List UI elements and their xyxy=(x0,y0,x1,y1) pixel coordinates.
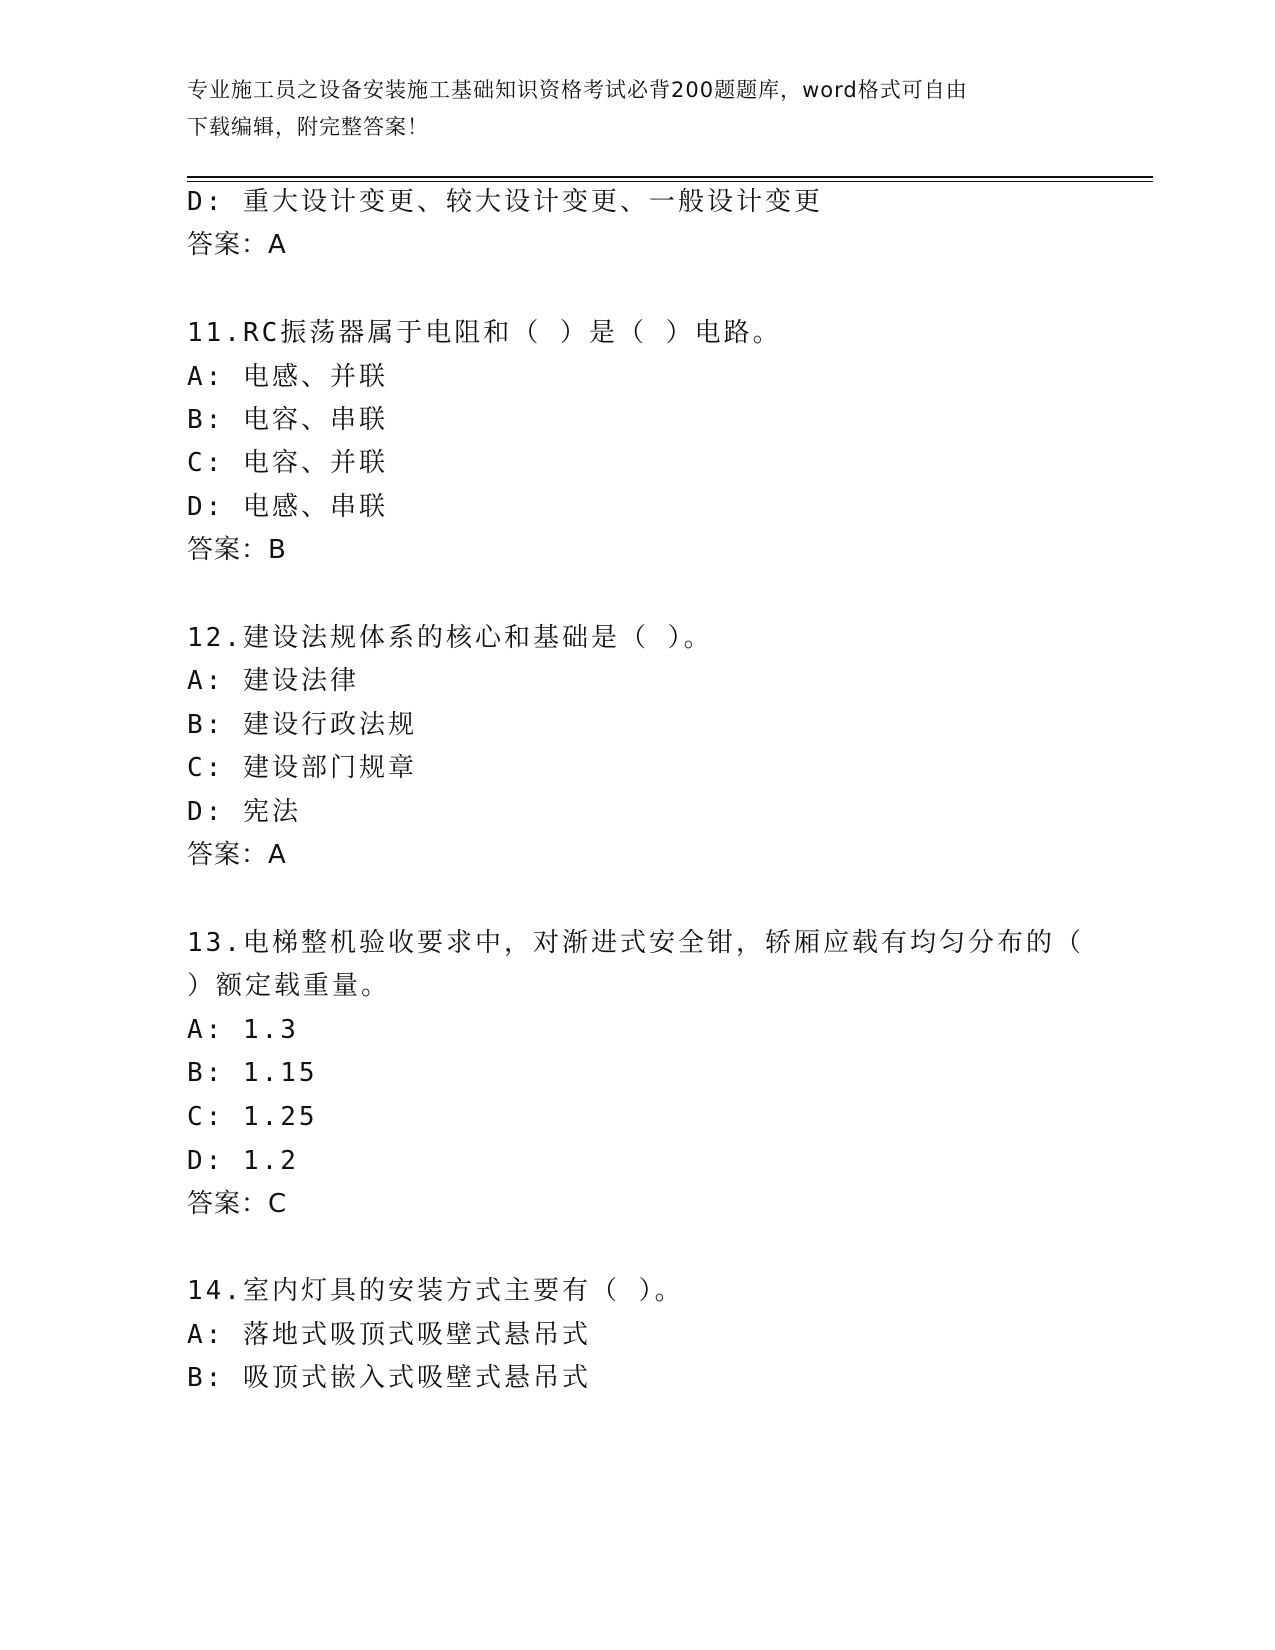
q14-option-b: B: 吸顶式嵌入式吸壁式悬吊式 xyxy=(187,1363,591,1393)
prev-answer: 答案：A xyxy=(187,230,287,260)
q13-stem-line-1: 13.电梯整机验收要求中，对渐进式安全钳，轿厢应载有均匀分布的（ xyxy=(187,928,1084,958)
q14-option-a: A: 落地式吸顶式吸壁式悬吊式 xyxy=(187,1320,591,1350)
q11-option-a: A: 电感、并联 xyxy=(187,362,388,392)
q14-stem: 14.室内灯具的安装方式主要有（ ）。 xyxy=(187,1276,684,1306)
q11-option-b: B: 电容、串联 xyxy=(187,405,388,435)
q12-option-b: B: 建设行政法规 xyxy=(187,710,417,740)
q12-stem: 12.建设法规体系的核心和基础是（ ）。 xyxy=(187,623,713,653)
header-line-1: 专业施工员之设备安装施工基础知识资格考试必背200题题库，word格式可自由 xyxy=(187,78,968,102)
q12-option-a: A: 建设法律 xyxy=(187,666,359,696)
q12-option-d: D: 宪法 xyxy=(187,797,301,827)
header-divider-thin xyxy=(187,181,1153,182)
q12-answer: 答案：A xyxy=(187,840,287,870)
q13-option-a: A: 1.3 xyxy=(187,1015,299,1045)
prev-option-d: D: 重大设计变更、较大设计变更、一般设计变更 xyxy=(187,187,823,217)
q13-stem-line-2: ）额定载重量。 xyxy=(187,971,391,1001)
header-divider-thick xyxy=(187,176,1153,178)
q11-option-d: D: 电感、串联 xyxy=(187,492,388,522)
q13-option-b: B: 1.15 xyxy=(187,1058,318,1088)
document-header xyxy=(187,72,1067,146)
q12-option-c: C: 建设部门规章 xyxy=(187,753,417,783)
q11-answer: 答案：B xyxy=(187,535,287,565)
q13-option-d: D: 1.2 xyxy=(187,1146,299,1176)
q11-stem: 11.RC振荡器属于电阻和（ ）是（ ）电路。 xyxy=(187,318,782,348)
q11-option-c: C: 电容、并联 xyxy=(187,448,388,478)
q13-answer: 答案：C xyxy=(187,1189,288,1219)
q13-option-c: C: 1.25 xyxy=(187,1102,318,1132)
header-line-2: 下载编辑，附完整答案！ xyxy=(187,115,429,139)
